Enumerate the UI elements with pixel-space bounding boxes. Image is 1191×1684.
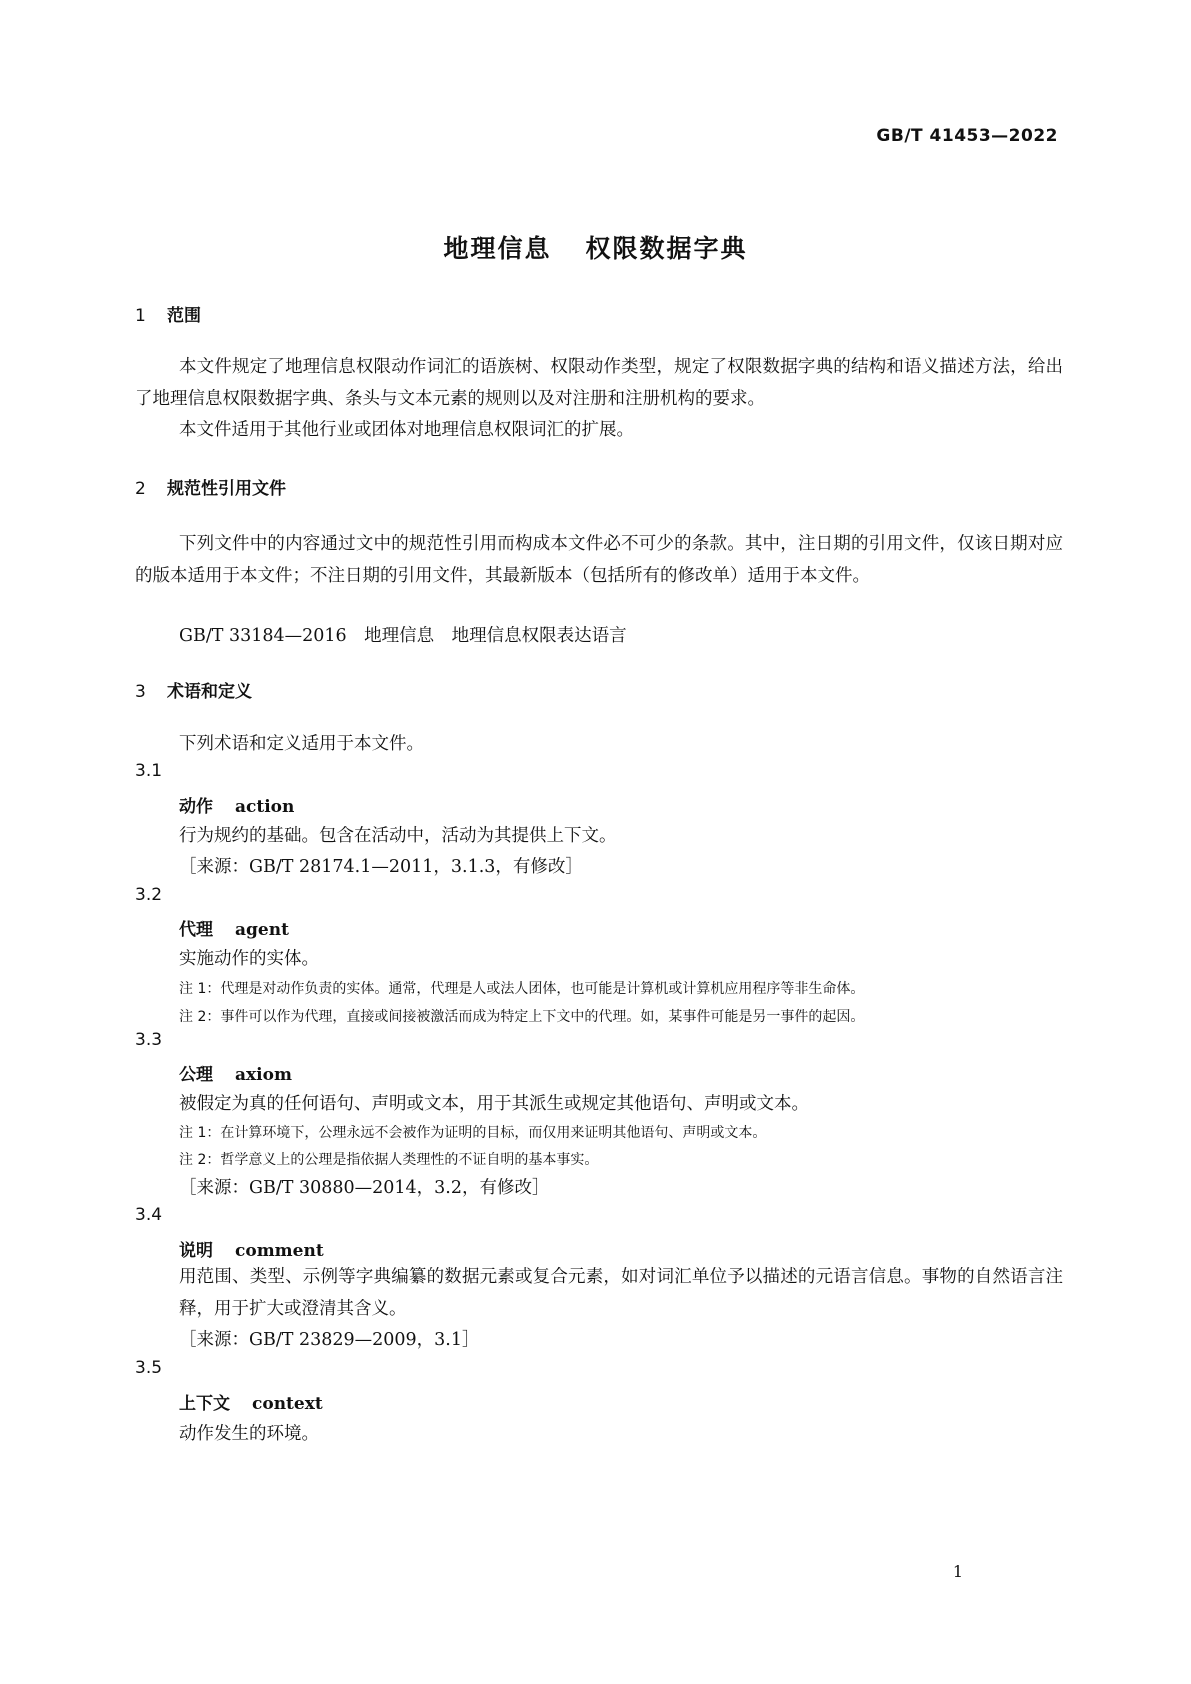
term-source: ［来源：GB/T 30880—2014，3.2，有修改］: [179, 1178, 550, 1198]
note-text: 哲学意义上的公理是指依据人类理性的不证自明的基本事实。: [220, 1152, 599, 1168]
term-entry: [179, 1236, 324, 1261]
note-label: 注 1：: [179, 981, 221, 997]
term-entry: [179, 1389, 323, 1414]
term-definition: 实施动作的实体。: [179, 949, 319, 969]
term-zh: 动作: [179, 797, 213, 817]
term-entry: [179, 1060, 292, 1085]
section-title: 范围: [167, 306, 201, 326]
section-number: 1: [135, 306, 146, 326]
page-number: 1: [952, 1562, 963, 1581]
term-definition: 被假定为真的任何语句、声明或文本，用于其派生或规定其他语句、声明或文本。: [179, 1094, 809, 1114]
scope-paragraph-1: 本文件规定了地理信息权限动作词汇的语族树、权限动作类型，规定了权限数据字典的结构和语义描述方法，给出了地理信息权限数据字典、条头与文本元素的规则以及对注册和注册机构的要求。: [135, 357, 1063, 409]
note-label: 注 2：: [179, 1152, 221, 1168]
term-en: action: [235, 797, 295, 817]
term-en: context: [252, 1394, 323, 1414]
term-note: [179, 1149, 598, 1169]
term-zh: 代理: [179, 920, 213, 940]
term-en: axiom: [235, 1065, 292, 1085]
section-heading-normative-references: [135, 474, 286, 499]
clause-number: 3.1: [135, 761, 163, 781]
clause-number: 3.4: [135, 1205, 163, 1225]
section-number: 2: [135, 479, 146, 499]
section-title: 规范性引用文件: [167, 479, 286, 499]
term-note: [179, 978, 864, 998]
title-part-1: 地理信息: [443, 234, 552, 263]
term-definition: 动作发生的环境。: [179, 1424, 319, 1444]
standard-number: GB/T 41453—2022: [876, 126, 1058, 146]
note-label: 注 1：: [179, 1125, 221, 1141]
term-note: [179, 1122, 766, 1142]
term-en: agent: [235, 920, 289, 940]
term-zh: 上下文: [179, 1394, 230, 1414]
normative-reference-item: GB/T 33184—2016 地理信息 地理信息权限表达语言: [179, 626, 627, 646]
term-zh: 公理: [179, 1065, 213, 1085]
normative-paragraph: 下列文件中的内容通过文中的规范性引用而构成本文件必不可少的条款。其中，注日期的引用文件，仅该日期对应的版本适用于本文件；不注日期的引用文件，其最新版本（包括所有的修改单）适用于本文件。: [135, 534, 1063, 586]
term-entry: [179, 792, 294, 817]
term-entry: [179, 915, 289, 940]
term-source: ［来源：GB/T 23829—2009，3.1］: [179, 1330, 480, 1350]
term-en: comment: [235, 1241, 324, 1261]
clause-number: 3.5: [135, 1358, 163, 1378]
term-zh: 说明: [179, 1241, 213, 1261]
clause-number: 3.3: [135, 1030, 163, 1050]
section-title: 术语和定义: [167, 682, 252, 702]
term-note: [179, 1006, 864, 1026]
terms-intro: 下列术语和定义适用于本文件。: [179, 734, 424, 754]
note-text: 事件可以作为代理，直接或间接被激活而成为特定上下文中的代理。如，某事件可能是另一事件的起因。: [220, 1009, 865, 1025]
clause-number: 3.2: [135, 885, 163, 905]
note-label: 注 2：: [179, 1009, 221, 1025]
document-title: [0, 229, 1191, 265]
section-heading-terms: [135, 677, 252, 702]
title-part-2: 权限数据字典: [585, 234, 748, 263]
term-definition: 行为规约的基础。包含在活动中，活动为其提供上下文。: [179, 826, 617, 846]
note-text: 在计算环境下，公理永远不会被作为证明的目标，而仅用来证明其他语句、声明或文本。: [220, 1125, 767, 1141]
scope-paragraph-2: 本文件适用于其他行业或团体对地理信息权限词汇的扩展。: [179, 420, 634, 440]
term-source: ［来源：GB/T 28174.1—2011，3.1.3，有修改］: [179, 857, 583, 877]
term-definition: 用范围、类型、示例等字典编纂的数据元素或复合元素，如对词汇单位予以描述的元语言信息。事物的自然语言注释，用于扩大或澄清其含义。: [179, 1267, 1063, 1319]
note-text: 代理是对动作负责的实体。通常，代理是人或法人团体，也可能是计算机或计算机应用程序等非生命体。: [220, 981, 865, 997]
section-heading-scope: [135, 301, 201, 326]
section-number: 3: [135, 682, 146, 702]
